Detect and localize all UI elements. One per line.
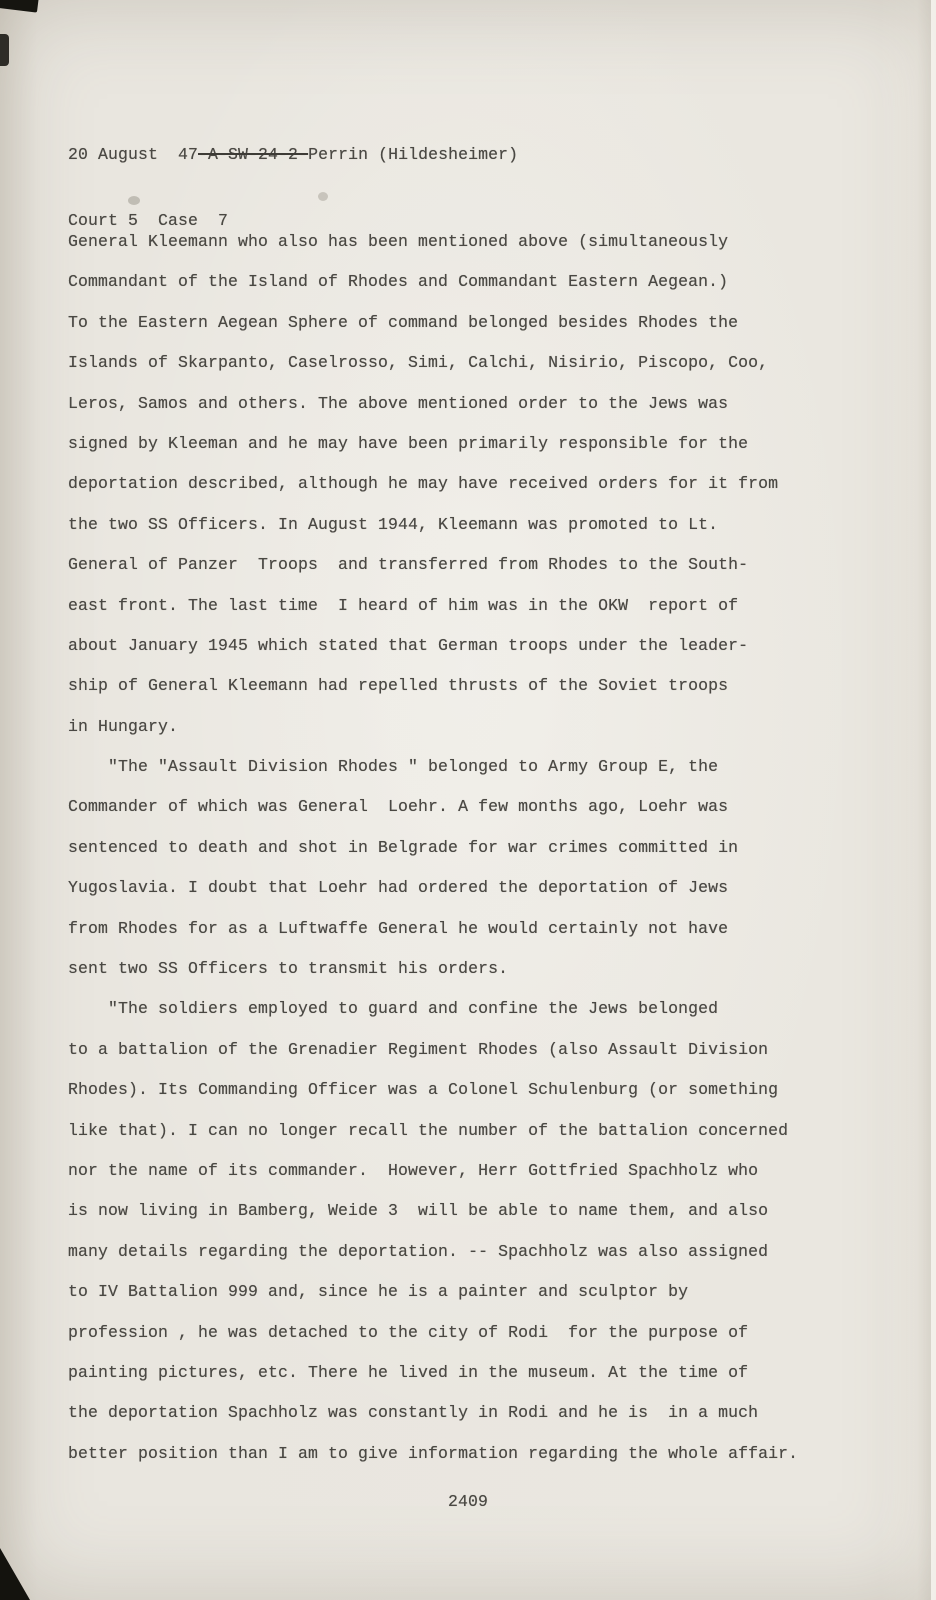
header-line-1	[68, 144, 518, 166]
header-struck-reference: -A-SW-24-2-	[198, 145, 309, 164]
document-line: to IV Battalion 999 and, since he is a painter and sculptor by	[68, 1282, 689, 1302]
document-body	[68, 222, 896, 1474]
document-line: signed by Kleeman and he may have been primarily responsible for the	[68, 433, 749, 453]
document-line: many details regarding the deportation. -- Spachholz was also assigned	[68, 1241, 769, 1261]
document-line: east front. The last time I heard of him was in the OKW report of	[68, 595, 739, 615]
document-line: from Rhodes for as a Luftwaffe General he would certainly not have	[68, 918, 729, 938]
document-line: is now living in Bamberg, Weide 3 will be able to name them, and also	[68, 1201, 769, 1221]
document-line: sent two SS Officers to transmit his orders.	[68, 959, 509, 979]
document-line: General of Panzer Troops and transferred from Rhodes to the South-	[68, 555, 749, 575]
document-line: Commandant of the Island of Rhodes and Commandant Eastern Aegean.)	[68, 272, 729, 292]
document-line: in Hungary.	[68, 716, 179, 736]
document-line: deportation described, although he may have received orders for it from	[68, 474, 779, 494]
document-line: the two SS Officers. In August 1944, Kleemann was promoted to Lt.	[68, 514, 719, 534]
header-reporter-name: Perrin (Hildesheimer)	[308, 145, 519, 164]
document-line: ship of General Kleemann had repelled thrusts of the Soviet troops	[68, 676, 729, 696]
document-line: sentenced to death and shot in Belgrade for war crimes committed in	[68, 837, 739, 857]
document-line: General Kleemann who also has been mentioned above (simultaneously	[68, 232, 729, 251]
document-line: about January 1945 which stated that German troops under the leader-	[68, 635, 749, 655]
document-line: Yugoslavia. I doubt that Loehr had ordered the deportation of Jews	[68, 878, 729, 898]
document-line: nor the name of its commander. However, Herr Gottfried Spachholz who	[68, 1160, 759, 1180]
document-line: Leros, Samos and others. The above mentioned order to the Jews was	[68, 393, 729, 413]
document-line: the deportation Spachholz was constantly in Rodi and he is in a much	[68, 1403, 759, 1423]
scan-edge-highlight	[931, 0, 936, 1600]
page-number: 2409	[447, 1492, 488, 1511]
scan-mark-bottom-left	[0, 1548, 30, 1600]
document-line: To the Eastern Aegean Sphere of command belonged besides Rhodes the	[68, 312, 739, 332]
document-line: like that). I can no longer recall the number of the battalion concerned	[68, 1120, 789, 1140]
document-line: "The "Assault Division Rhodes " belonged to Army Group E, the	[68, 757, 719, 777]
document-line: to a battalion of the Grenadier Regiment Rhodes (also Assault Division	[68, 1039, 769, 1059]
document-line: profession , he was detached to the city of Rodi for the purpose of	[68, 1322, 749, 1342]
document-line: "The soldiers employed to guard and confine the Jews belonged	[68, 999, 719, 1019]
header-court-case-line: Court 5 Case 7	[68, 211, 229, 230]
scan-mark-top-left	[0, 0, 39, 13]
document-line: Rhodes). Its Commanding Officer was a Colonel Schulenburg (or something	[68, 1080, 779, 1100]
document-line: Commander of which was General Loehr. A few months ago, Loehr was	[68, 797, 729, 817]
document-line: better position than I am to give information regarding the whole affair.	[68, 1443, 799, 1463]
document-line: painting pictures, etc. There he lived in the museum. At the time of	[68, 1362, 749, 1382]
header-date-case-ref: 20 August 47	[68, 145, 199, 164]
document-line: Islands of Skarpanto, Caselrosso, Simi, Calchi, Nisirio, Piscopo, Coo,	[68, 353, 769, 373]
scan-mark-left-edge	[0, 34, 9, 66]
